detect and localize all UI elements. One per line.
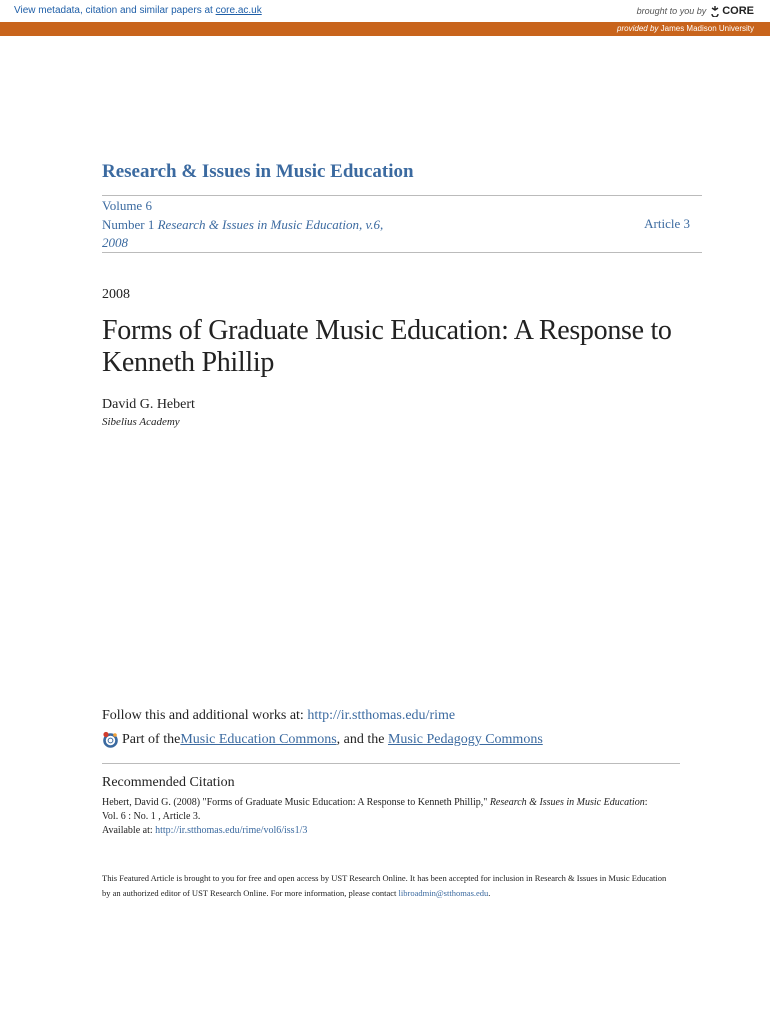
issue-title: Research & Issues in Music Education, v.6, <box>157 216 384 232</box>
article-url-link[interactable]: http://ir.stthomas.edu/rime/vol6/iss1/3 <box>155 825 308 836</box>
author-name: David G. Hebert <box>102 397 195 412</box>
volume-link[interactable]: Volume 6 <box>102 198 152 213</box>
publication-year: 2008 <box>102 287 130 302</box>
music-education-commons-link[interactable]: Music Education Commons <box>180 731 337 747</box>
provider-name: James Madison University <box>660 24 754 33</box>
music-pedagogy-commons-link[interactable]: Music Pedagogy Commons <box>387 731 543 747</box>
citation-heading: Recommended Citation <box>102 775 235 790</box>
provided-prefix: provided by <box>617 24 659 33</box>
citation-colon: : <box>644 797 648 808</box>
core-brand[interactable] <box>637 5 754 17</box>
citation-text: Hebert, David G. (2008) "Forms of Graduate Music Education: A Response to Kenneth Phillip," <box>102 797 490 808</box>
core-metadata-text: View metadata, citation and similar papers at <box>14 5 216 16</box>
core-header <box>0 0 770 22</box>
divider-top <box>102 195 702 196</box>
partof-middle: , and the <box>336 731 388 747</box>
network-icon <box>102 731 119 748</box>
author-affiliation: Sibelius Academy <box>102 416 180 428</box>
citation-line-1 <box>102 796 702 810</box>
core-logo-text: CORE <box>722 5 754 17</box>
core-logo <box>710 5 754 17</box>
available-at-text: Available at: <box>102 825 156 836</box>
citation-line-2: Vol. 6 : No. 1 , Article 3. <box>102 811 201 822</box>
follow-line <box>102 708 455 724</box>
provider-bar <box>0 22 770 36</box>
partof-prefix: Part of the <box>122 731 181 747</box>
citation-line-3 <box>102 824 702 838</box>
divider-bottom <box>102 252 702 253</box>
core-metadata-link[interactable] <box>14 5 262 16</box>
divider-citation <box>102 763 680 764</box>
core-logo-icon <box>710 5 720 17</box>
issue-year[interactable]: 2008 <box>102 235 128 250</box>
repository-link[interactable]: http://ir.stthomas.edu/rime <box>307 708 456 723</box>
journal-title-link[interactable]: Research & Issues in Music Education <box>102 161 414 182</box>
core-link[interactable]: core.ac.uk <box>215 5 262 16</box>
volume-block <box>102 197 702 253</box>
article-link[interactable]: Article 3 <box>644 216 690 231</box>
number-link[interactable] <box>102 216 702 235</box>
contact-email-link[interactable]: libroadmin@stthomas.edu <box>398 888 489 898</box>
number-prefix: Number 1 <box>102 216 158 232</box>
access-notice <box>102 871 672 901</box>
follow-text: Follow this and additional works at: <box>102 708 308 723</box>
paper-title: Forms of Graduate Music Education: A Response to Kenneth Phillip <box>102 315 672 378</box>
brought-by-text: brought to you by <box>636 6 707 16</box>
citation-journal: Research & Issues in Music Education <box>489 797 645 808</box>
partof-line <box>102 731 543 748</box>
citation-body <box>102 796 702 838</box>
notice-end: . <box>488 888 491 898</box>
notice-text: This Featured Article is brought to you for free and open access by UST Research Online. It has been accepted for inclusion in Research & Issues in Music Education by an authorized editor of UST Research Online. For more information, please contact <box>102 873 667 898</box>
provider-text <box>617 24 754 33</box>
